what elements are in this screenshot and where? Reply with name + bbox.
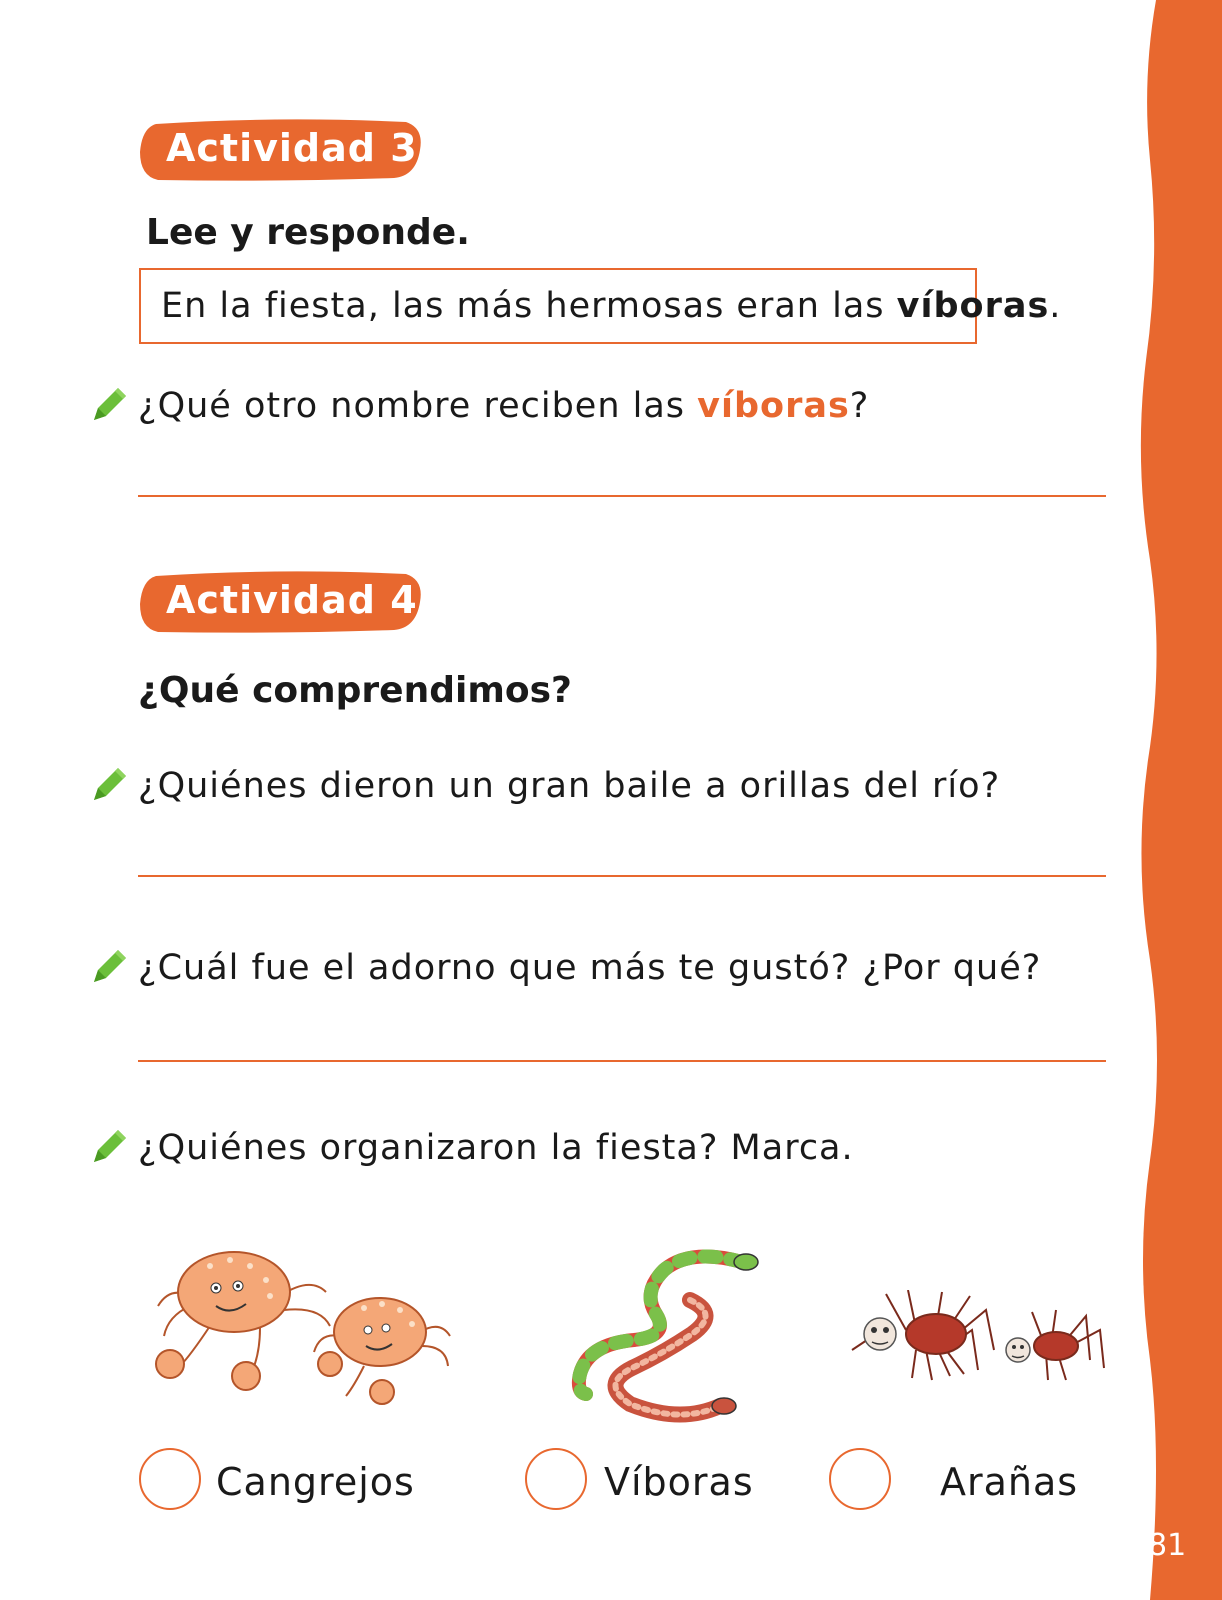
question-highlight: víboras xyxy=(697,386,850,426)
crabs-illustration xyxy=(150,1236,460,1406)
answer-line-3[interactable] xyxy=(138,1060,1106,1062)
option-aranas-label: Arañas xyxy=(940,1460,1079,1504)
quote-suffix: . xyxy=(1049,286,1062,326)
activity-4-question-1: ¿Quiénes dieron un gran baile a orillas del río? xyxy=(138,766,1001,806)
option-cangrejos-label: Cangrejos xyxy=(216,1460,415,1504)
option-cangrejos-checkbox[interactable] xyxy=(139,1448,201,1510)
answer-line-1[interactable] xyxy=(138,495,1106,497)
activity-3-instruction: Lee y responde. xyxy=(146,212,470,253)
activity-4-question-3: ¿Quiénes organizaron la fiesta? Marca. xyxy=(138,1128,854,1168)
page-number: 81 xyxy=(1148,1528,1187,1563)
activity-4-heading: ¿Qué comprendimos? xyxy=(138,670,572,711)
activity-3-badge xyxy=(138,118,424,180)
snakes-illustration xyxy=(570,1244,770,1424)
question-suffix: ? xyxy=(849,386,870,426)
pencil-icon xyxy=(88,1126,130,1168)
quote-bold-word: víboras xyxy=(896,286,1050,326)
spiders-illustration xyxy=(846,1290,1110,1410)
quote-prefix: En la fiesta, las más hermosas eran las xyxy=(161,286,897,326)
question-prefix: ¿Qué otro nombre reciben las xyxy=(138,386,698,426)
quote-text xyxy=(161,286,1061,326)
activity-4-question-2: ¿Cuál fue el adorno que más te gustó? ¿Por qué? xyxy=(138,948,1042,988)
answer-line-2[interactable] xyxy=(138,875,1106,877)
pencil-icon xyxy=(88,764,130,806)
option-aranas-checkbox[interactable] xyxy=(829,1448,891,1510)
pencil-icon xyxy=(88,946,130,988)
pencil-icon xyxy=(88,384,130,426)
option-viboras-checkbox[interactable] xyxy=(525,1448,587,1510)
quote-box xyxy=(139,268,1062,344)
activity-4-title: Actividad 4 xyxy=(166,578,418,622)
option-viboras-label: Víboras xyxy=(604,1460,754,1504)
activity-3-title: Actividad 3 xyxy=(166,126,418,170)
activity-4-badge xyxy=(138,570,424,632)
activity-3-question xyxy=(138,386,869,426)
